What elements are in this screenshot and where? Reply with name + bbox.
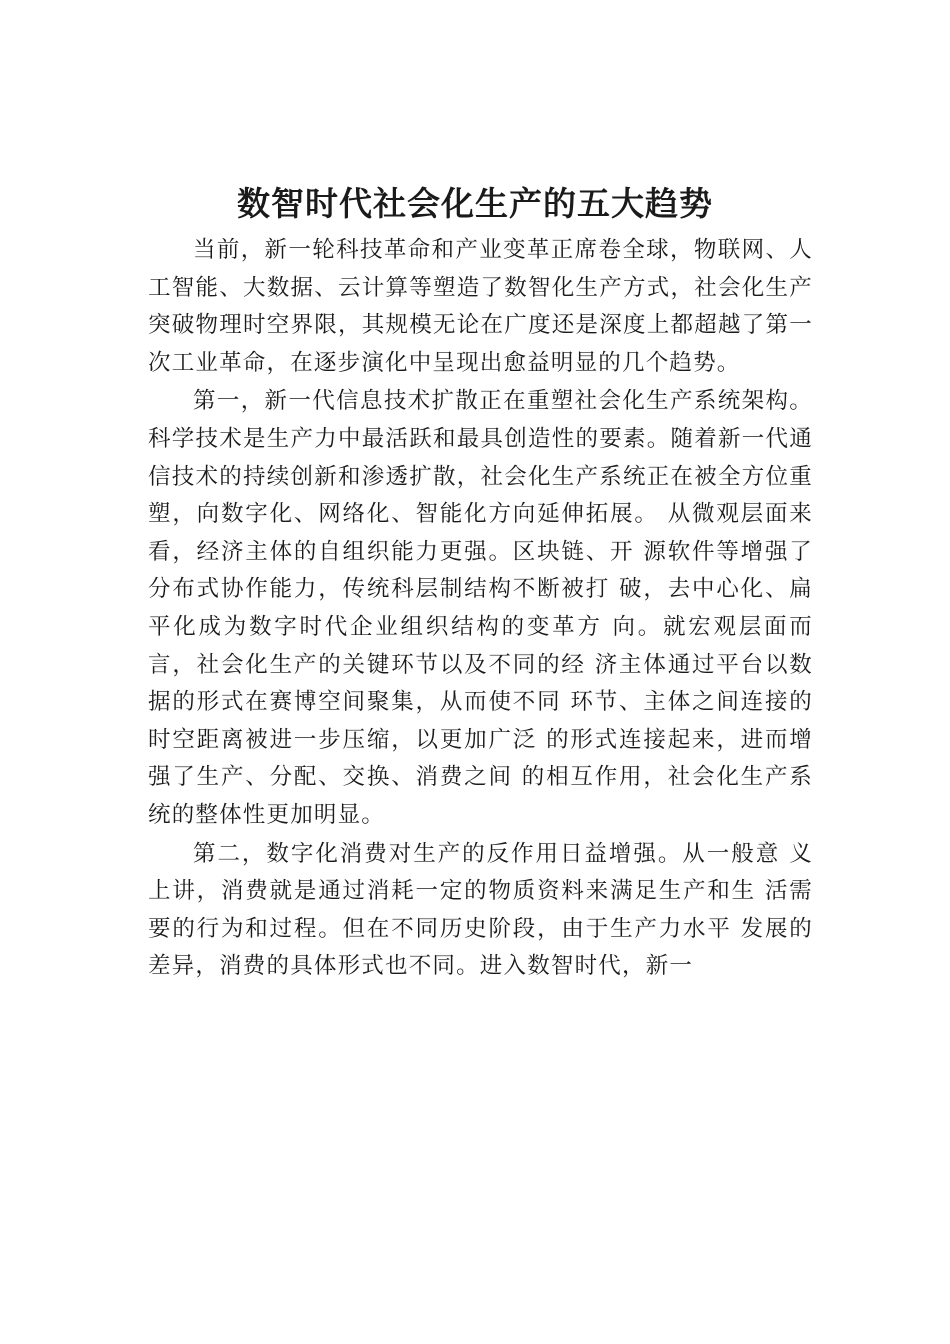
article-body: [148, 232, 813, 987]
page-title: 数智时代社会化生产的五大趋势: [237, 184, 713, 224]
paragraph-intro: 当前，新一轮科技革命和产业变革正席卷全球，物联网、人工智能、大数据、云计算等塑造了数智化生产方式，社会化生产突破物理时空界限，其规模无论在广度还是深度上都超越了第一次工业革命，在逐步演化中呈现出愈益明显的几个趋势。: [148, 237, 813, 376]
paragraph-first-trend: 第一，新一代信息技术扩散正在重塑社会化生产系统架构。科学技术是生产力中最活跃和最具创造性的要素。随着新一代通信技术的持续创新和渗透扩散，社会化生产系统正在被全方位重塑，向数字化、网络化、智能化方向延伸拓展。 从微观层面来看，经济主体的自组织能力更强。区块链、开 源软件等增强了分布式协作能力，传统科层制结构不断被打 破，去中心化、扁平化成为数字时代企业组织结构的变革方 向。就宏观层面而言，社会化生产的关键环节以及不同的经 济主体通过平台以数据的形式在赛博空间聚集，从而使不同 环节、主体之间连接的时空距离被进一步压缩，以更加广泛 的形式连接起来，进而增强了生产、分配、交换、消费之间 的相互作用，社会化生产系统的整体性更加明显。: [148, 388, 813, 828]
paragraph-second-trend: 第二，数字化消费对生产的反作用日益增强。从一般意 义上讲，消费就是通过消耗一定的物质资料来满足生产和生 活需要的行为和过程。但在不同历史阶段，由于生产力水平 发展的差异，消费的具体形式也不同。进入数智时代，新一: [148, 840, 813, 980]
